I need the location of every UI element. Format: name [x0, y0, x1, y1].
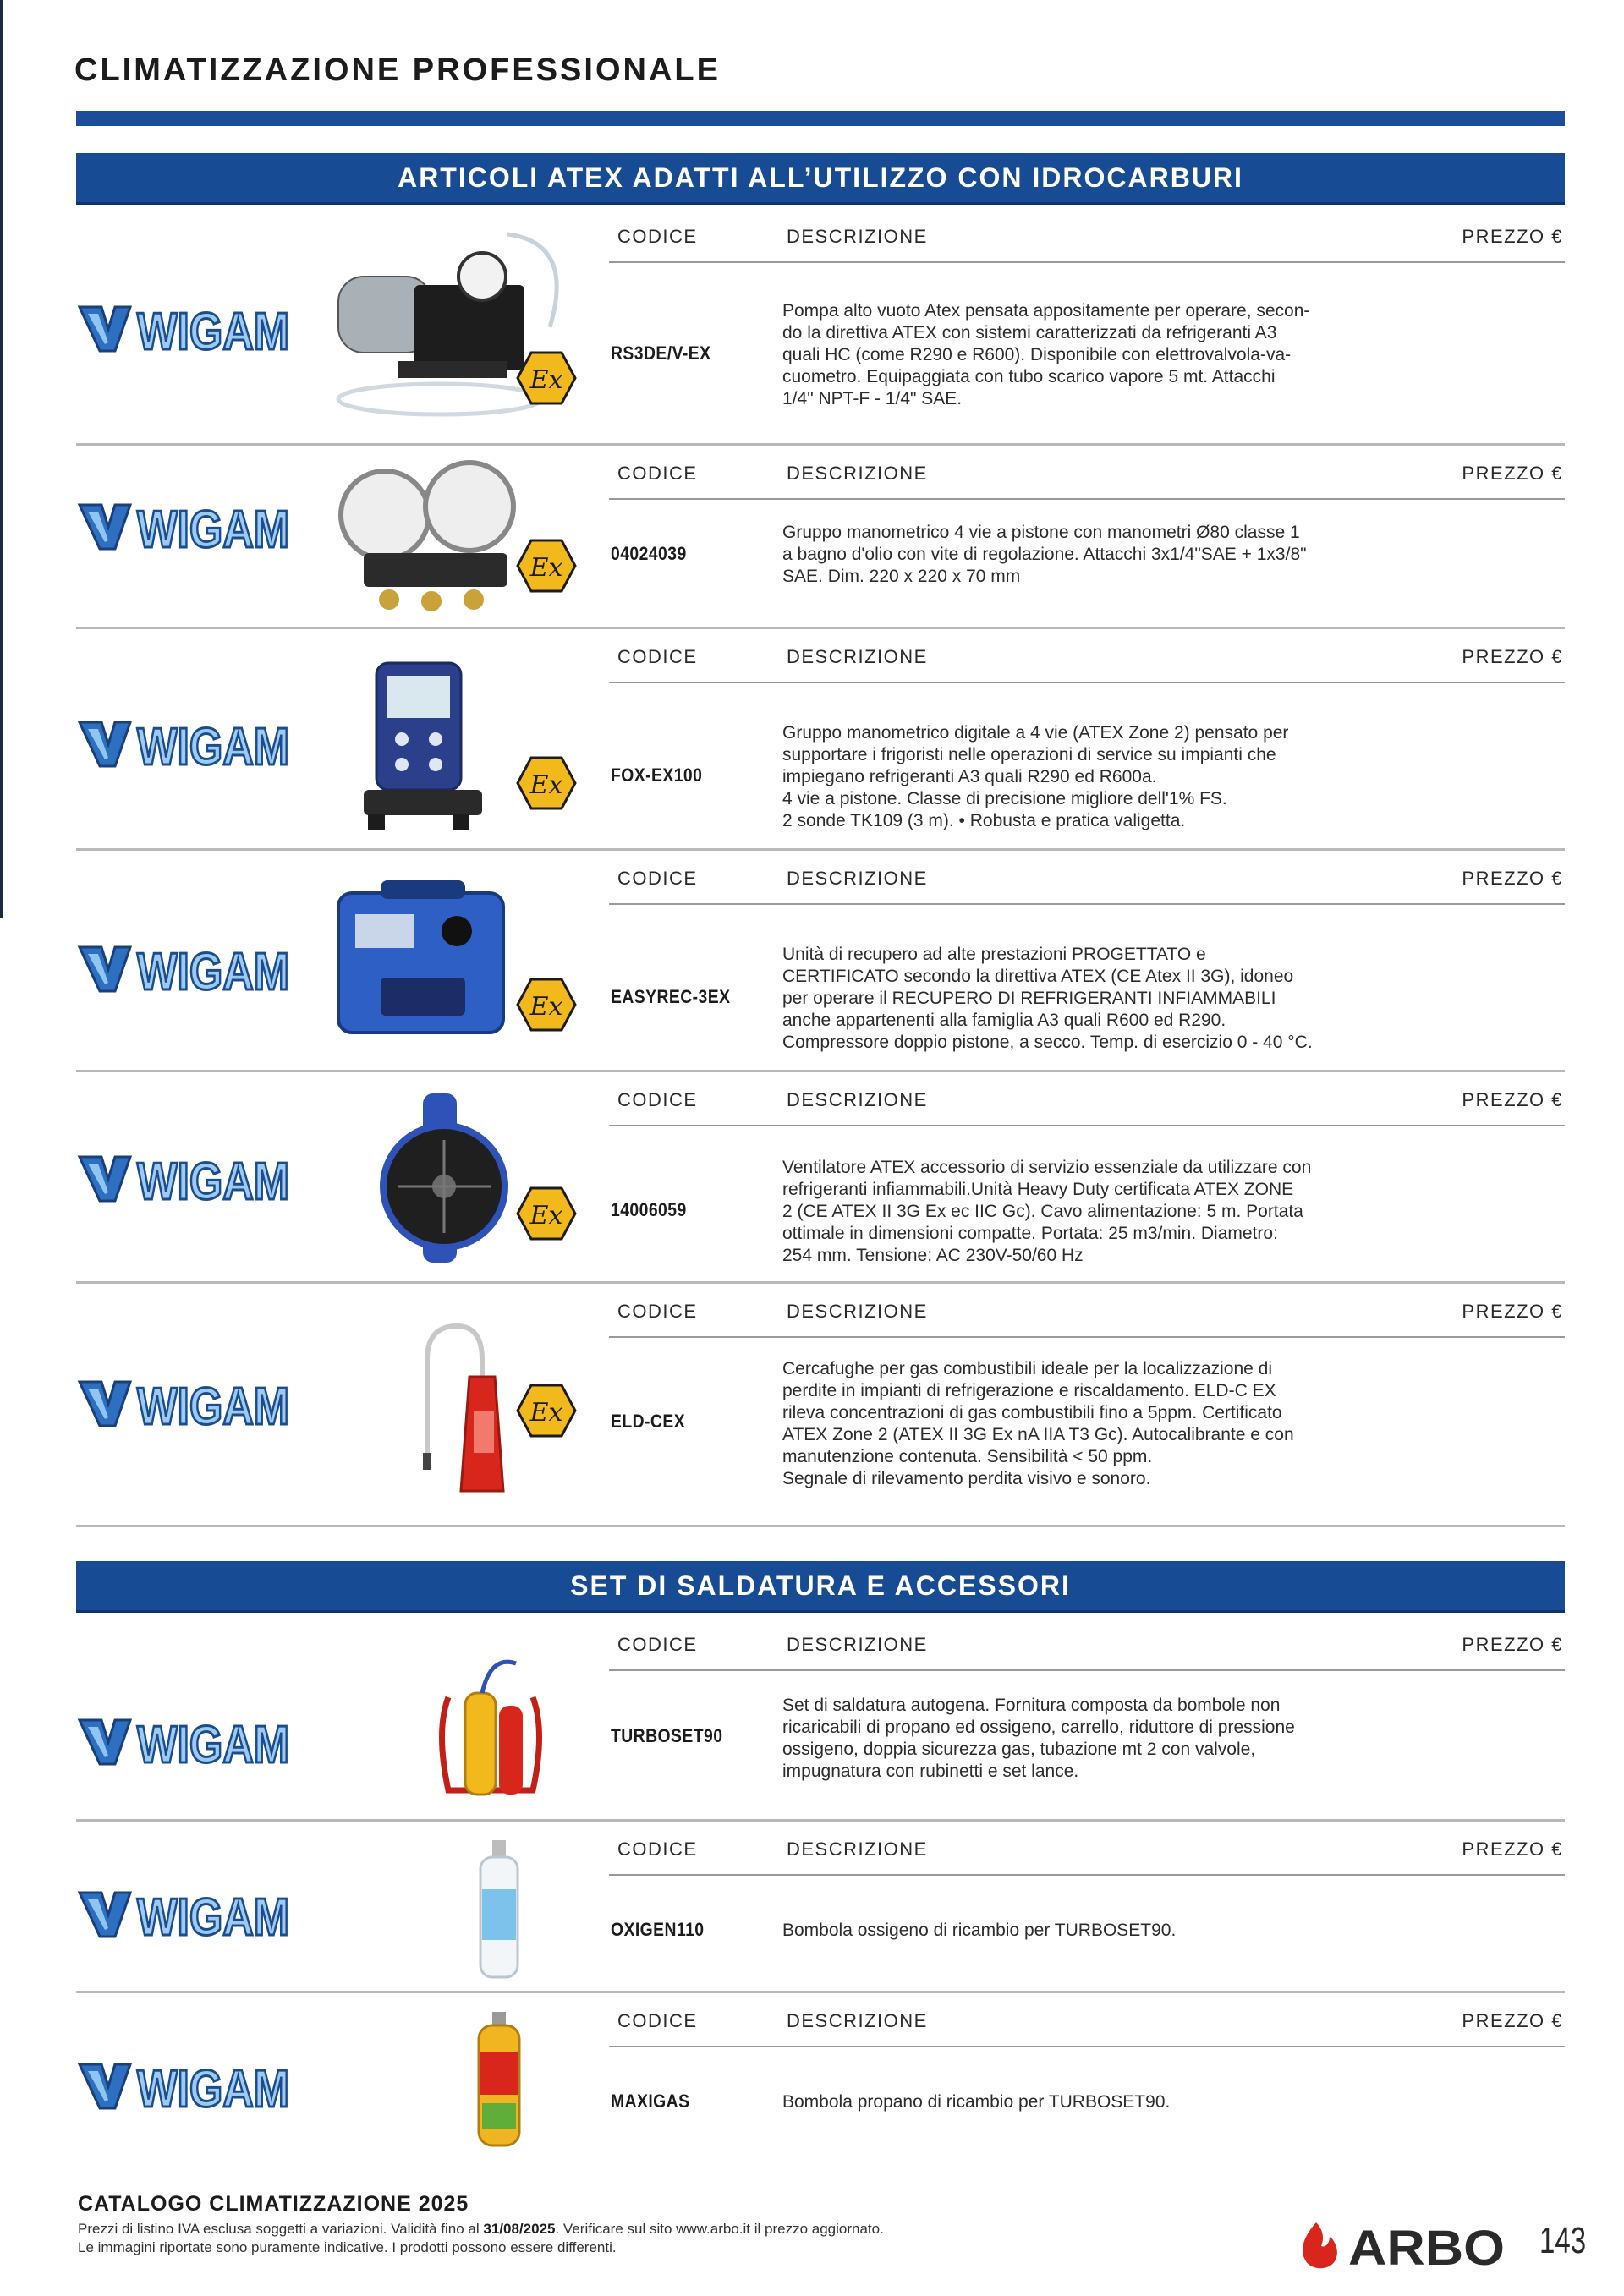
- product-row: [76, 851, 1565, 1072]
- wigam-logo: [76, 295, 293, 363]
- wigam-logo: [76, 1370, 293, 1438]
- product-code: RS3DE/V-EX: [611, 342, 711, 364]
- product-description: Pompa alto vuoto Atex pensata appositamente per operare, secon- do la direttiva ATEX con sistemi caratterizzati da refrigeranti A3 quali HC (come R290 e R600). Disponibile con elettrovalvola-va- cuometro. Equipaggiata con tubo scarico vapore 5 mt. Attacchi 1/4" NPT-F - 1/4" SAE.: [782, 301, 1310, 408]
- wigam-logo: [76, 493, 293, 561]
- page-title: CLIMATIZZAZIONE PROFESSIONALE: [74, 52, 721, 88]
- column-header: [609, 1993, 1565, 2046]
- column-code-label: CODICE: [617, 1089, 698, 1110]
- product-code: FOX-EX100: [611, 764, 703, 786]
- column-header: [609, 1617, 1565, 1669]
- atex-ex-icon: [516, 1186, 577, 1241]
- arbo-logo: [1294, 2216, 1510, 2275]
- manifold-gauge-image: [330, 456, 533, 616]
- column-price-label: PREZZO €: [1462, 226, 1563, 247]
- atex-ex-icon: [516, 978, 577, 1032]
- column-description-label: DESCRIZIONE: [787, 1089, 928, 1110]
- atex-ex-icon: [516, 1384, 577, 1438]
- product-code: EASYREC-3EX: [611, 986, 731, 1007]
- product-description: Set di saldatura autogena. Fornitura composta da bombole non ricaricabili di propano ed ossigeno, carrello, riduttore di pressione ossigeno, doppia sicurezza gas, tubazione mt 2 con valvole, impugnatura con rubinetti e set lance.: [782, 1696, 1295, 1781]
- product-description: Cercafughe per gas combustibili ideale per la localizzazione di perdite in impianti di refrigerazione e riscaldamento. ELD-C EX rileva concentrazioni di gas combustibili fino a 5ppm. Certificato ATEX Zone 2 (ATEX II 3G Ex nA IIA T3 Gc). Autocalibrante e con manutenzione contenuta. Sensibilità < 50 ppm. Segnale di rilevamento perdita visivo e sonoro.: [782, 1359, 1294, 1488]
- column-code-label: CODICE: [617, 1301, 698, 1322]
- column-header: [609, 209, 1565, 261]
- product-row: [76, 1072, 1565, 1284]
- column-description-label: DESCRIZIONE: [787, 2010, 928, 2031]
- footer-note: [78, 2220, 884, 2257]
- footer-note-validity: Prezzi di listino IVA esclusa soggetti a variazioni. Validità fino al: [78, 2221, 484, 2237]
- oxygen-cylinder-image: [474, 1838, 524, 1982]
- product-row: [76, 1617, 1565, 1822]
- wigam-logo: [76, 1881, 293, 1948]
- product-row: [76, 446, 1565, 629]
- product-description: Ventilatore ATEX accessorio di servizio essenziale da utilizzare con refrigeranti infiammabili.Unità Heavy Duty certificata ATEX ZONE 2 (CE ATEX II 3G Ex ec IIC Gc). Cavo alimentazione: 5 m. Portata ottimale in dimensioni compatte. Portata: 25 m3/min. Diametro: 254 mm. Tensione: AC 230V-50/60 Hz: [782, 1158, 1312, 1265]
- column-description-label: DESCRIZIONE: [787, 1838, 928, 1860]
- welding-set-image: [431, 1647, 550, 1807]
- column-price-label: PREZZO €: [1462, 1301, 1563, 1322]
- propane-cylinder-image: [472, 2010, 526, 2150]
- column-header: [609, 1072, 1565, 1125]
- recovery-unit-image: [330, 876, 516, 1045]
- column-price-label: PREZZO €: [1462, 463, 1563, 484]
- product-row: [76, 1993, 1565, 2154]
- product-code: OXIGEN110: [611, 1919, 705, 1940]
- footer-note-date: 31/08/2025: [483, 2221, 556, 2237]
- wigam-logo: [76, 2052, 293, 2120]
- column-code-label: CODICE: [617, 1838, 698, 1860]
- column-description-label: DESCRIZIONE: [787, 646, 928, 667]
- product-description: Bombola propano di ricambio per TURBOSET90.: [782, 2092, 1171, 2112]
- wigam-logo: [76, 1145, 293, 1213]
- product-code: TURBOSET90: [611, 1725, 723, 1746]
- column-price-label: PREZZO €: [1462, 868, 1563, 889]
- column-price-label: PREZZO €: [1462, 646, 1563, 667]
- column-description-label: DESCRIZIONE: [787, 1634, 928, 1655]
- product-description: Bombola ossigeno di ricambio per TURBOSET90.: [782, 1921, 1177, 1940]
- product-row: [76, 1284, 1565, 1527]
- column-description-label: DESCRIZIONE: [787, 463, 928, 484]
- column-price-label: PREZZO €: [1462, 1838, 1563, 1860]
- column-price-label: PREZZO €: [1462, 2010, 1563, 2031]
- column-code-label: CODICE: [617, 646, 698, 667]
- leak-detector-image: [389, 1309, 508, 1504]
- column-header: [609, 851, 1565, 903]
- fan-image: [372, 1089, 524, 1271]
- wigam-logo: [76, 935, 293, 1003]
- product-code: 04024039: [611, 543, 687, 564]
- column-header: [609, 1284, 1565, 1336]
- column-code-label: CODICE: [617, 226, 698, 247]
- product-row: [76, 209, 1565, 446]
- atex-ex-icon: [516, 539, 577, 593]
- section-title-welding: SET DI SALDATURA E ACCESSORI: [76, 1561, 1565, 1613]
- product-row: [76, 629, 1565, 851]
- atex-ex-icon: [516, 756, 577, 810]
- column-description-label: DESCRIZIONE: [787, 226, 928, 247]
- title-rule: [76, 111, 1565, 126]
- arbo-logo-text: ARBO: [1348, 2221, 1505, 2275]
- digital-manifold-image: [355, 646, 491, 841]
- catalog-title: CATALOGO CLIMATIZZAZIONE 2025: [78, 2192, 469, 2216]
- column-code-label: CODICE: [617, 2010, 698, 2031]
- wigam-logo: [76, 1708, 293, 1776]
- footer-note-website: . Verificare sul sito www.arbo.it il prezzo aggiornato.: [555, 2221, 884, 2237]
- column-header: [609, 1822, 1565, 1874]
- section-title-atex: ARTICOLI ATEX ADATTI ALL’UTILIZZO CON IDROCARBURI: [76, 153, 1565, 205]
- product-description: Gruppo manometrico 4 vie a pistone con manometri Ø80 classe 1 a bagno d'olio con vite di regolazione. Attacchi 3x1/4"SAE + 1x3/8" SAE. Dim. 220 x 220 x 70 mm: [782, 523, 1307, 586]
- product-row: [76, 1822, 1565, 1993]
- column-header: [609, 446, 1565, 498]
- footer-note-disclaimer: Le immagini riportate sono puramente indicative. I prodotti possono essere differenti.: [78, 2239, 617, 2255]
- column-code-label: CODICE: [617, 463, 698, 484]
- product-code: MAXIGAS: [611, 2091, 690, 2112]
- atex-ex-icon: [516, 351, 577, 405]
- column-header: [609, 629, 1565, 682]
- column-description-label: DESCRIZIONE: [787, 1301, 928, 1322]
- product-code: ELD-CEX: [611, 1411, 686, 1432]
- column-price-label: PREZZO €: [1462, 1089, 1563, 1110]
- product-description: Unità di recupero ad alte prestazioni PROGETTATO e CERTIFICATO secondo la direttiva ATEX (CE Atex II 3G), idoneo per operare il RECUPERO DI REFRIGERANTI INFIAMMABILI anche appartenenti alla famiglia A3 quali R600 ed R290. Compressore doppio pistone, a secco. Temp. di esercizio 0 - 40 °C.: [782, 945, 1313, 1052]
- column-code-label: CODICE: [617, 868, 698, 889]
- column-price-label: PREZZO €: [1462, 1634, 1563, 1655]
- product-code: 14006059: [611, 1199, 687, 1220]
- product-description: Gruppo manometrico digitale a 4 vie (ATEX Zone 2) pensato per supportare i frigoristi nelle operazioni di service su impianti che impiegano refrigeranti A3 quali R290 ed R600a. 4 vie a pistone. Classe di precisione migliore dell'1% FS. 2 sonde TK109 (3 m). • Robusta e pratica valigetta.: [782, 723, 1289, 830]
- column-description-label: DESCRIZIONE: [787, 868, 928, 889]
- column-code-label: CODICE: [617, 1634, 698, 1655]
- wigam-logo: [76, 710, 293, 778]
- page-edge-marker: [0, 0, 3, 918]
- page-number: 143: [1539, 2220, 1587, 2261]
